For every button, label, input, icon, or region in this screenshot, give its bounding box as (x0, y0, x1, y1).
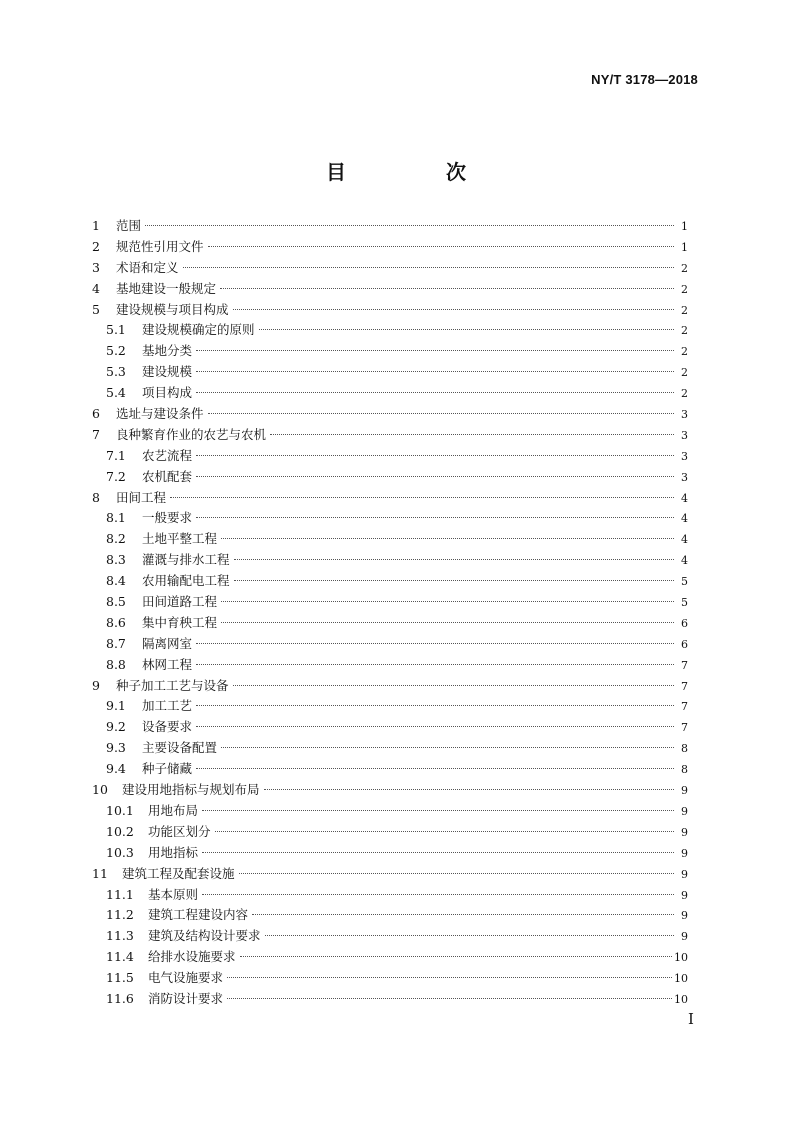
toc-entry-page: 9 (681, 825, 688, 839)
toc-entry-title: 规范性引用文件 (116, 238, 204, 254)
toc-entry-number: 8.1 (106, 510, 126, 526)
toc-entry[interactable] (92, 488, 688, 509)
toc-dot-leader (221, 747, 674, 748)
toc-entry-number: 4 (92, 280, 100, 296)
toc-entry-number: 9.4 (106, 761, 126, 777)
toc-entry-title: 田间道路工程 (142, 594, 218, 610)
toc-entry-title: 集中育秧工程 (142, 614, 218, 630)
toc-dot-leader (183, 267, 674, 268)
toc-entry-page: 9 (681, 784, 688, 798)
toc-entry-page: 10 (674, 972, 688, 986)
toc-entry-page: 2 (681, 261, 688, 275)
toc-entry[interactable] (92, 801, 688, 822)
toc-entry-title: 土地平整工程 (142, 531, 218, 547)
toc-entry-page: 3 (681, 470, 688, 484)
toc-dot-leader (239, 873, 674, 874)
toc-entry-number: 8.6 (106, 614, 126, 630)
toc-entry[interactable] (92, 989, 688, 1010)
toc-entry[interactable] (92, 362, 688, 383)
toc-entry[interactable] (92, 843, 688, 864)
toc-entry-title: 农机配套 (142, 468, 193, 484)
toc-entry-page: 4 (681, 533, 688, 547)
toc-entry-number: 11.4 (106, 949, 134, 965)
toc-dot-leader (196, 517, 674, 518)
toc-entry-title: 范围 (116, 218, 142, 233)
toc-dot-leader (196, 726, 674, 727)
toc-dot-leader (233, 685, 674, 686)
toc-dot-leader (202, 894, 674, 895)
toc-dot-leader (221, 622, 674, 623)
toc-dot-leader (202, 852, 674, 853)
toc-entry-number: 5.1 (106, 322, 126, 338)
toc-entry-number: 8.7 (106, 635, 126, 651)
toc-entry-page: 4 (681, 512, 688, 526)
toc-entry-number: 11.5 (106, 970, 134, 986)
toc-dot-leader (221, 538, 674, 539)
toc-entry[interactable] (92, 696, 688, 717)
toc-entry-title: 建设规模 (142, 364, 193, 380)
toc-dot-leader (196, 392, 674, 393)
toc-entry-page: 2 (681, 387, 688, 401)
toc-entry-title: 术语和定义 (116, 259, 179, 275)
toc-entry-title: 消防设计要求 (148, 990, 224, 1006)
toc-entry-page: 9 (681, 909, 688, 923)
toc-entry-page: 1 (681, 220, 688, 233)
toc-dot-leader (270, 434, 674, 435)
table-of-contents (92, 216, 688, 1010)
toc-dot-leader (227, 977, 672, 978)
toc-entry[interactable] (92, 655, 688, 676)
toc-entry-title: 主要设备配置 (142, 740, 218, 756)
toc-entry-title: 建设规模确定的原则 (142, 322, 255, 338)
toc-entry-title: 田间工程 (116, 489, 167, 505)
toc-entry[interactable] (92, 947, 688, 968)
toc-entry-number: 8.8 (106, 656, 126, 672)
toc-entry-title: 建筑及结构设计要求 (148, 928, 261, 944)
toc-entry-number: 9.3 (106, 740, 126, 756)
toc-entry-page: 2 (681, 324, 688, 338)
toc-entry-title: 农艺流程 (142, 447, 193, 463)
toc-entry-number: 7.1 (106, 447, 126, 463)
toc-entry-page: 2 (681, 303, 688, 317)
toc-entry[interactable] (92, 341, 688, 362)
toc-entry-number: 5.4 (106, 385, 126, 401)
toc-entry-title: 林网工程 (142, 656, 193, 672)
toc-entry-page: 6 (681, 637, 688, 651)
toc-entry[interactable] (92, 905, 688, 926)
toc-dot-leader (196, 768, 674, 769)
toc-entry-page: 9 (681, 867, 688, 881)
toc-dot-leader (252, 914, 674, 915)
toc-entry-page: 7 (681, 700, 688, 714)
standard-code: NY/T 3178—2018 (591, 72, 698, 87)
toc-dot-leader (145, 225, 674, 226)
toc-dot-leader (220, 288, 674, 289)
toc-dot-leader (264, 789, 674, 790)
toc-entry-title: 良种繁育作业的农艺与农机 (116, 426, 267, 442)
toc-entry-page: 2 (681, 282, 688, 296)
toc-entry[interactable] (92, 885, 688, 906)
toc-entry-title: 功能区划分 (148, 823, 211, 839)
toc-entry-page: 3 (681, 428, 688, 442)
toc-entry-title: 建筑工程及配套设施 (122, 865, 235, 881)
toc-entry[interactable] (92, 467, 688, 488)
toc-entry[interactable] (92, 822, 688, 843)
toc-entry[interactable] (92, 383, 688, 404)
toc-entry[interactable] (92, 676, 688, 697)
toc-entry[interactable] (92, 780, 688, 801)
toc-entry-number: 11.6 (106, 990, 134, 1006)
toc-dot-leader (234, 580, 674, 581)
toc-entry-page: 5 (681, 596, 688, 610)
toc-entry-title: 设备要求 (142, 719, 193, 735)
toc-entry-title: 选址与建设条件 (116, 406, 204, 422)
toc-entry-page: 2 (681, 366, 688, 380)
toc-dot-leader (259, 329, 674, 330)
toc-entry[interactable] (92, 446, 688, 467)
toc-entry-number: 11.2 (106, 907, 134, 923)
toc-entry-title: 基本原则 (148, 886, 199, 902)
toc-entry-page: 9 (681, 846, 688, 860)
toc-entry[interactable] (92, 508, 688, 529)
toc-entry-number: 9.1 (106, 698, 126, 714)
toc-entry-page: 7 (681, 658, 688, 672)
toc-entry[interactable] (92, 738, 688, 759)
toc-dot-leader (196, 664, 674, 665)
toc-entry[interactable] (92, 592, 688, 613)
toc-entry-title: 灌溉与排水工程 (142, 552, 230, 568)
toc-entry-page: 10 (674, 992, 688, 1006)
page-folio: I (688, 1010, 694, 1028)
toc-entry-number: 10.1 (106, 802, 134, 818)
toc-dot-leader (265, 935, 674, 936)
toc-entry-title: 基地建设一般规定 (116, 280, 217, 296)
toc-entry-number: 3 (92, 259, 100, 275)
toc-entry[interactable] (92, 968, 688, 989)
toc-entry-title: 建筑工程建设内容 (148, 907, 249, 923)
toc-dot-leader (240, 956, 672, 957)
toc-entry-number: 9 (92, 677, 100, 693)
toc-entry[interactable] (92, 529, 688, 550)
toc-entry-number: 10.3 (106, 844, 134, 860)
toc-entry-number: 8.4 (106, 573, 126, 589)
toc-entry[interactable] (92, 425, 688, 446)
toc-dot-leader (221, 601, 674, 602)
toc-entry[interactable] (92, 717, 688, 738)
toc-dot-leader (196, 455, 674, 456)
toc-dot-leader (196, 476, 674, 477)
toc-entry-page: 5 (681, 575, 688, 589)
toc-entry-number: 5.2 (106, 343, 126, 359)
toc-entry[interactable] (92, 216, 688, 237)
toc-entry-number: 11.1 (106, 886, 134, 902)
toc-entry-number: 8 (92, 489, 100, 505)
toc-entry[interactable] (92, 571, 688, 592)
toc-entry-page: 4 (681, 491, 688, 505)
toc-entry-number: 11.3 (106, 928, 134, 944)
toc-entry[interactable] (92, 258, 688, 279)
toc-entry[interactable] (92, 634, 688, 655)
toc-dot-leader (215, 831, 674, 832)
toc-entry-page: 9 (681, 888, 688, 902)
toc-entry-title: 农用输配电工程 (142, 573, 230, 589)
toc-entry-page: 7 (681, 721, 688, 735)
toc-entry-page: 9 (681, 930, 688, 944)
toc-entry-title: 用地布局 (148, 802, 199, 818)
toc-dot-leader (202, 810, 674, 811)
toc-dot-leader (196, 643, 674, 644)
toc-entry-title: 种子加工工艺与设备 (116, 677, 229, 693)
toc-dot-leader (196, 705, 674, 706)
toc-dot-leader (196, 350, 674, 351)
toc-dot-leader (234, 559, 674, 560)
toc-entry-title: 加工工艺 (142, 698, 193, 714)
toc-entry-page: 7 (681, 679, 688, 693)
toc-entry-page: 4 (681, 554, 688, 568)
toc-entry[interactable] (92, 926, 688, 947)
toc-dot-leader (208, 246, 674, 247)
toc-entry-page: 2 (681, 345, 688, 359)
toc-entry-title: 给排水设施要求 (148, 949, 236, 965)
toc-dot-leader (196, 371, 674, 372)
toc-entry-page: 6 (681, 616, 688, 630)
toc-entry[interactable] (92, 237, 688, 258)
toc-entry-title: 隔离网室 (142, 635, 193, 651)
toc-entry-title: 建设用地指标与规划布局 (122, 782, 260, 798)
toc-entry-number: 1 (92, 218, 100, 233)
toc-dot-leader (233, 309, 674, 310)
toc-entry-title: 基地分类 (142, 343, 193, 359)
toc-entry[interactable] (92, 404, 688, 425)
toc-entry-title: 项目构成 (142, 385, 193, 401)
toc-entry[interactable] (92, 279, 688, 300)
toc-entry-number: 2 (92, 238, 100, 254)
toc-entry-page: 10 (674, 951, 688, 965)
toc-entry-page: 8 (681, 763, 688, 777)
toc-entry-page: 8 (681, 742, 688, 756)
toc-entry-number: 5 (92, 301, 100, 317)
toc-entry[interactable] (92, 300, 688, 321)
toc-entry-title: 种子储藏 (142, 761, 193, 777)
toc-dot-leader (170, 497, 674, 498)
toc-entry-number: 5.3 (106, 364, 126, 380)
toc-dot-leader (208, 413, 674, 414)
toc-entry-number: 7.2 (106, 468, 126, 484)
toc-entry-number: 11 (92, 865, 108, 881)
toc-entry[interactable] (92, 550, 688, 571)
toc-entry-page: 3 (681, 408, 688, 422)
toc-entry-number: 8.3 (106, 552, 126, 568)
toc-entry-title: 电气设施要求 (148, 970, 224, 986)
toc-entry-number: 6 (92, 406, 100, 422)
toc-entry-number: 8.2 (106, 531, 126, 547)
toc-entry-title: 一般要求 (142, 510, 193, 526)
toc-entry[interactable] (92, 613, 688, 634)
toc-entry[interactable] (92, 320, 688, 341)
toc-entry-number: 7 (92, 426, 100, 442)
toc-entry[interactable] (92, 759, 688, 780)
toc-entry-number: 8.5 (106, 594, 126, 610)
page-title: 目 次 (326, 160, 506, 184)
toc-entry[interactable] (92, 864, 688, 885)
toc-entry-number: 10 (92, 782, 108, 798)
toc-entry-page: 9 (681, 804, 688, 818)
toc-entry-page: 3 (681, 449, 688, 463)
toc-entry-title: 建设规模与项目构成 (116, 301, 229, 317)
toc-entry-title: 用地指标 (148, 844, 199, 860)
toc-entry-page: 1 (681, 240, 688, 254)
toc-entry-number: 9.2 (106, 719, 126, 735)
toc-entry-number: 10.2 (106, 823, 134, 839)
toc-dot-leader (227, 998, 672, 999)
